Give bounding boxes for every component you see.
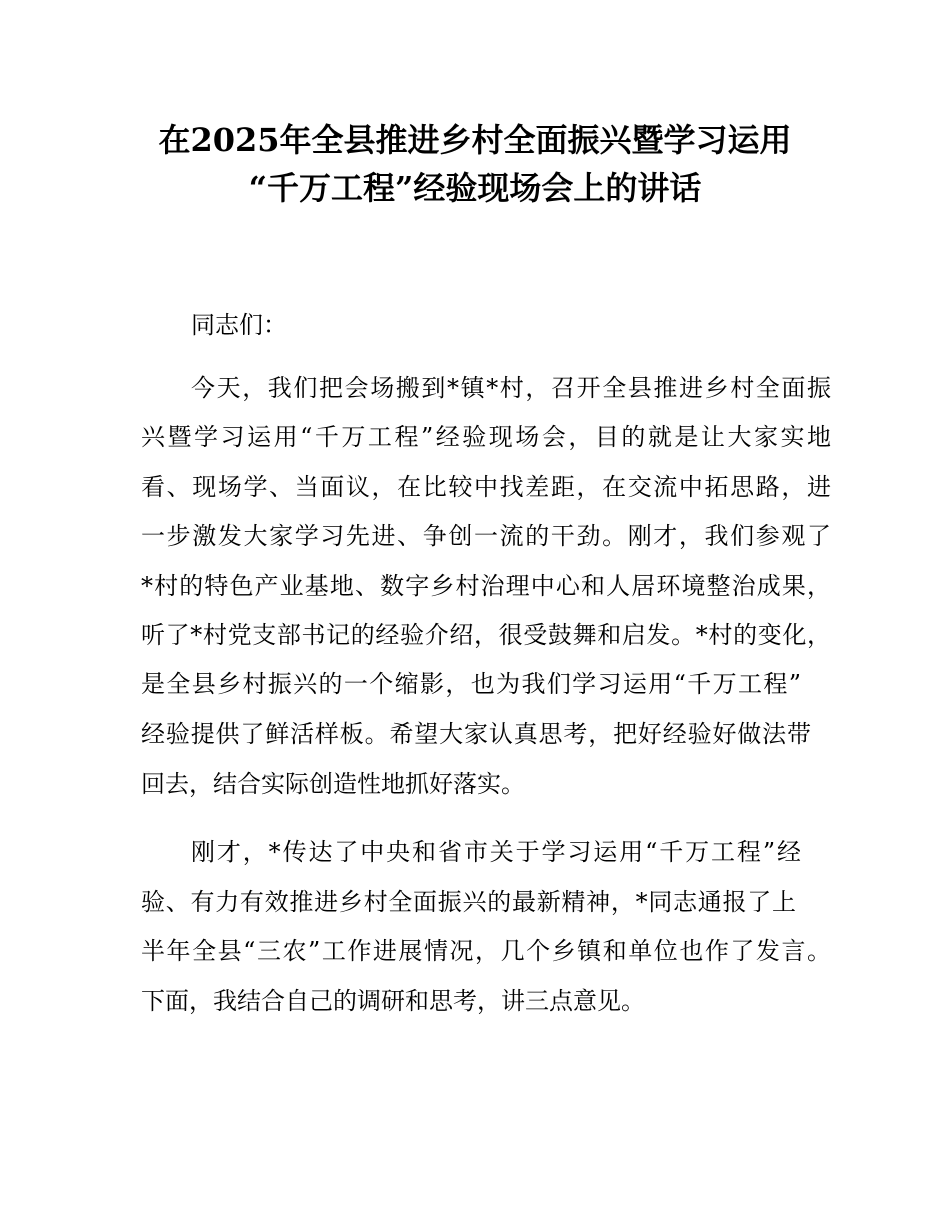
salutation: 同志们：: [191, 311, 287, 339]
paragraph-line: *村的特色产业基地、数字乡村治理中心和人居环境整治成果，: [141, 572, 831, 600]
paragraph-line: 刚才，*传达了中央和省市关于学习运用“千万工程”经: [191, 838, 801, 866]
paragraph-line: 验、有力有效推进乡村全面振兴的最新精神，*同志通报了上: [141, 888, 796, 916]
paragraph-line: 兴暨学习运用“千万工程”经验现场会，目的就是让大家实地: [141, 423, 831, 451]
paragraph-line: 听了*村党支部书记的经验介绍，很受鼓舞和启发。*村的变化，: [141, 621, 831, 649]
paragraph-line: 经验提供了鲜活样板。希望大家认真思考，把好经验好做法带: [141, 720, 811, 748]
paragraph-line: 一步激发大家学习先进、争创一流的干劲。刚才，我们参观了: [141, 522, 831, 550]
document-title-line-1: 在2025年全县推进乡村全面振兴暨学习运用: [158, 121, 792, 159]
paragraph-line: 是全县乡村振兴的一个缩影，也为我们学习运用“千万工程”: [141, 670, 801, 698]
paragraph-line: 看、现场学、当面议，在比较中找差距，在交流中拓思路，进: [141, 473, 831, 501]
paragraph-line: 今天，我们把会场搬到*镇*村，召开全县推进乡村全面振: [191, 374, 831, 402]
document-title-line-2: “千万工程”经验现场会上的讲话: [248, 169, 702, 207]
paragraph-line: 回去，结合实际创造性地抓好落实。: [141, 770, 525, 798]
paragraph-line: 半年全县“三农”工作进展情况，几个乡镇和单位也作了发言。: [141, 937, 831, 965]
paragraph-line: 下面，我结合自己的调研和思考，讲三点意见。: [141, 987, 645, 1015]
